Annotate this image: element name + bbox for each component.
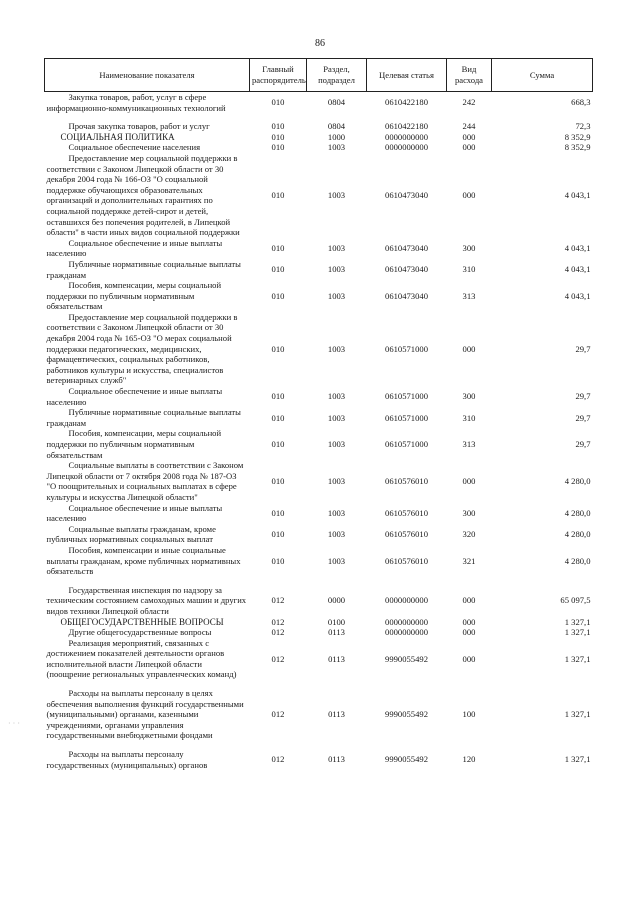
table-row xyxy=(45,280,593,312)
row-target-code: 0610571000 xyxy=(385,439,428,449)
row-name: Реализация мероприятий, связанных с достижением показателей деятельности органов исполнительной власти Липецкой области (поощрение региональных управленческих команд) xyxy=(46,637,237,680)
row-amount: 29,7 xyxy=(575,391,591,402)
row-manager-code: 010 xyxy=(271,264,285,275)
row-manager-code: 010 xyxy=(271,131,285,142)
row-expense-type: 300 xyxy=(462,507,476,518)
header-manager: Главный распорядитель xyxy=(250,59,307,92)
row-section-code: 1003 xyxy=(327,264,346,275)
row-expense-type: 320 xyxy=(462,529,476,540)
row-name: Закупка товаров, работ, услуг в сфере информационно-коммуникационных технологий xyxy=(46,92,226,113)
row-target-code: 0610576010 xyxy=(385,476,428,487)
row-section-code: 1003 xyxy=(327,343,346,354)
scan-smudge: · · · xyxy=(8,719,20,728)
row-expense-type: 300 xyxy=(462,243,476,254)
table-row xyxy=(45,545,593,577)
row-manager-code: 010 xyxy=(271,476,285,487)
row-manager-code: 010 xyxy=(271,243,285,254)
row-amount: 29,7 xyxy=(575,343,591,354)
row-name: СОЦИАЛЬНАЯ ПОЛИТИКА xyxy=(60,131,175,142)
row-manager-code: 010 xyxy=(271,412,285,423)
row-amount: 1 327,1 xyxy=(564,709,591,720)
row-expense-type: 000 xyxy=(462,627,476,638)
table-row xyxy=(45,524,593,545)
row-manager-code: 010 xyxy=(271,529,285,540)
row-section-code: 1003 xyxy=(327,476,346,487)
row-section-code: 1003 xyxy=(327,529,346,540)
row-expense-type: 000 xyxy=(462,131,476,142)
header-section: Раздел, подраздел xyxy=(307,59,367,92)
row-section-code: 0113 xyxy=(328,653,345,664)
row-spacer-cell xyxy=(45,113,593,121)
row-section-code: 1003 xyxy=(327,439,346,449)
table-row xyxy=(45,585,593,617)
row-section-code: 1003 xyxy=(327,142,346,153)
row-spacer xyxy=(45,577,593,585)
row-section-code: 1003 xyxy=(327,243,346,254)
row-target-code: 0000000000 xyxy=(385,595,428,606)
table-row xyxy=(45,617,593,628)
row-spacer-cell xyxy=(45,577,593,585)
row-expense-type: 313 xyxy=(462,439,476,449)
table-row xyxy=(45,503,593,524)
row-manager-code: 010 xyxy=(271,190,285,201)
row-spacer-cell xyxy=(45,680,593,688)
row-manager-code: 010 xyxy=(271,439,285,449)
row-manager-code: 012 xyxy=(271,627,285,638)
row-target-code: 0000000000 xyxy=(385,142,428,153)
row-expense-type: 120 xyxy=(462,754,476,765)
row-amount: 1 327,1 xyxy=(564,754,591,765)
row-amount: 8 352,9 xyxy=(564,142,591,153)
row-name: Социальные выплаты в соответствии с Законом Липецкой области от 7 октября 2008 года № 187-ОЗ "О поощрительных и социальных выплатах в сфере культуры и искусства Липецкой области" xyxy=(46,460,244,502)
row-target-code: 9990055492 xyxy=(385,754,428,765)
row-manager-code: 012 xyxy=(271,709,285,720)
table-row xyxy=(45,153,593,238)
row-amount: 4 043,1 xyxy=(564,290,591,301)
row-name: Социальное обеспечение и иные выплаты населению xyxy=(46,386,223,407)
table-row xyxy=(45,92,593,114)
row-amount: 668,3 xyxy=(571,97,591,108)
row-target-code: 0610473040 xyxy=(385,264,428,275)
row-section-code: 1003 xyxy=(327,290,346,301)
row-name: Публичные нормативные социальные выплаты гражданам xyxy=(46,407,241,428)
row-name: Пособия, компенсации, меры социальной поддержки по публичным нормативным обязательствам xyxy=(46,428,222,460)
row-spacer xyxy=(45,680,593,688)
row-section-code: 1003 xyxy=(327,190,346,201)
row-amount: 1 327,1 xyxy=(564,627,591,638)
row-target-code: 0000000000 xyxy=(385,627,428,638)
row-amount: 4 280,0 xyxy=(564,529,591,540)
row-expense-type: 242 xyxy=(462,97,476,108)
row-target-code: 0610473040 xyxy=(385,290,428,301)
row-manager-code: 010 xyxy=(271,343,285,354)
row-expense-type: 000 xyxy=(462,595,476,606)
row-target-code: 0610576010 xyxy=(385,529,428,540)
row-manager-code: 010 xyxy=(271,121,285,132)
row-expense-type: 100 xyxy=(462,709,476,720)
table-body xyxy=(45,92,593,771)
row-name: Государственная инспекция по надзору за техническим состоянием самоходных машин и других видов техники Липецкой области xyxy=(46,584,247,616)
row-target-code: 0610473040 xyxy=(385,190,428,201)
row-section-code: 0804 xyxy=(327,121,346,132)
row-expense-type: 000 xyxy=(462,142,476,153)
table-row xyxy=(45,407,593,428)
row-name: Предоставление мер социальной поддержки в соответствии с Законом Липецкой области от 30 декабря 2004 года № 165-ОЗ "О мерах социальной поддержки педагогических, медицинских, фармацевтических, социальных работников, работников культуры и искусства, специалистов ветеринарных служб" xyxy=(46,311,238,386)
table-row xyxy=(45,386,593,407)
row-manager-code: 012 xyxy=(271,653,285,664)
table-row xyxy=(45,627,593,638)
row-amount: 1 327,1 xyxy=(564,616,591,627)
row-name: Пособия, компенсации и иные социальные выплаты гражданам, кроме публичных нормативных обязательств xyxy=(46,544,241,577)
row-section-code: 0804 xyxy=(327,97,346,108)
row-section-code: 1003 xyxy=(327,391,346,402)
row-name: Расходы на выплаты персоналу государственных (муниципальных) органов xyxy=(46,749,208,770)
table-row xyxy=(45,142,593,153)
row-target-code: 0610571000 xyxy=(385,391,428,402)
row-section-code: 1003 xyxy=(327,507,346,518)
row-spacer xyxy=(45,113,593,121)
table-row xyxy=(45,259,593,280)
row-manager-code: 012 xyxy=(271,616,285,627)
row-manager-code: 010 xyxy=(271,507,285,518)
row-name: Социальное обеспечение населения xyxy=(68,142,201,153)
row-manager-code: 012 xyxy=(271,754,285,765)
row-amount: 1 327,1 xyxy=(564,653,591,664)
row-name: Социальное обеспечение и иные выплаты населению xyxy=(46,502,223,524)
row-name: Социальное обеспечение и иные выплаты населению xyxy=(46,237,223,259)
row-target-code: 0610576010 xyxy=(385,507,428,518)
header-target: Целевая статья xyxy=(367,59,447,92)
row-amount: 65 097,5 xyxy=(560,595,591,606)
table-row xyxy=(45,688,593,741)
row-amount: 29,7 xyxy=(575,439,591,449)
row-name: Другие общегосударственные вопросы xyxy=(68,627,212,638)
row-target-code: 0610571000 xyxy=(385,412,428,423)
row-amount: 29,7 xyxy=(575,412,591,423)
budget-table xyxy=(44,58,593,770)
row-name: Публичные нормативные социальные выплаты гражданам xyxy=(46,258,241,280)
row-name: Предоставление мер социальной поддержки в соответствии с Законом Липецкой области от 30 декабря 2004 года № 166-ОЗ "О социальной поддержке обучающихся образовательных организаций и дополнительных гарантиях по социальной поддержке детей-сирот и детей, оставшихся без попечения родителей, в Липецкой области" в части иных видов социальной поддержки xyxy=(46,152,240,238)
row-section-code: 0113 xyxy=(328,709,345,720)
row-manager-code: 010 xyxy=(271,391,285,402)
table-row xyxy=(45,121,593,132)
table-header xyxy=(45,59,593,92)
row-spacer xyxy=(45,741,593,749)
row-name: Социальные выплаты гражданам, кроме публичных нормативных социальных выплат xyxy=(46,523,216,545)
table-row xyxy=(45,238,593,259)
row-expense-type: 244 xyxy=(462,121,476,132)
header-name: Наименование показателя xyxy=(45,59,250,92)
row-amount: 4 043,1 xyxy=(564,243,591,254)
table-row xyxy=(45,749,593,770)
row-expense-type: 313 xyxy=(462,290,476,301)
row-section-code: 0113 xyxy=(328,627,345,638)
row-amount: 72,3 xyxy=(575,121,591,132)
row-target-code: 9990055492 xyxy=(385,653,428,664)
table-row xyxy=(45,428,593,460)
row-expense-type: 300 xyxy=(462,391,476,402)
row-section-code: 1003 xyxy=(327,412,346,423)
row-target-code: 9990055492 xyxy=(385,709,428,720)
row-amount: 4 280,0 xyxy=(564,555,591,566)
row-amount: 4 280,0 xyxy=(564,476,591,487)
row-target-code: 0610571000 xyxy=(385,343,428,354)
row-spacer-cell xyxy=(45,741,593,749)
row-amount: 8 352,9 xyxy=(564,131,591,142)
row-expense-type: 000 xyxy=(462,343,476,354)
row-expense-type: 321 xyxy=(462,555,476,566)
row-manager-code: 012 xyxy=(271,595,285,606)
row-amount: 4 280,0 xyxy=(564,507,591,518)
row-expense-type: 000 xyxy=(462,616,476,627)
row-name: ОБЩЕГОСУДАРСТВЕННЫЕ ВОПРОСЫ xyxy=(60,616,224,627)
row-name: Прочая закупка товаров, работ и услуг xyxy=(68,121,210,132)
header-expense-type: Вид расхода xyxy=(447,59,492,92)
row-section-code: 1003 xyxy=(327,555,346,566)
table-row xyxy=(45,460,593,502)
table-row xyxy=(45,638,593,680)
row-manager-code: 010 xyxy=(271,555,285,566)
table-row xyxy=(45,132,593,143)
header-amount: Сумма xyxy=(492,59,593,92)
row-expense-type: 000 xyxy=(462,190,476,201)
row-manager-code: 010 xyxy=(271,97,285,108)
row-expense-type: 000 xyxy=(462,653,476,664)
row-section-code: 0113 xyxy=(328,754,345,765)
row-section-code: 0000 xyxy=(327,595,346,606)
row-section-code: 1000 xyxy=(327,131,346,142)
row-expense-type: 000 xyxy=(462,476,476,487)
row-target-code: 0610473040 xyxy=(385,243,428,254)
row-manager-code: 010 xyxy=(271,290,285,301)
row-name: Пособия, компенсации, меры социальной поддержки по публичным нормативным обязательствам xyxy=(46,280,222,312)
row-expense-type: 310 xyxy=(462,264,476,275)
row-expense-type: 310 xyxy=(462,412,476,423)
row-target-code: 0000000000 xyxy=(385,131,428,142)
row-section-code: 0100 xyxy=(327,616,346,627)
row-manager-code: 010 xyxy=(271,142,285,153)
row-target-code: 0610576010 xyxy=(385,555,428,566)
row-target-code: 0610422180 xyxy=(385,121,428,132)
row-target-code: 0000000000 xyxy=(385,616,428,627)
row-name: Расходы на выплаты персоналу в целях обеспечения выполнения функций государственными (муниципальными) органами, казенными учреждениями, органами управления государственными внебюджетными фондами xyxy=(46,688,244,741)
table-row xyxy=(45,312,593,386)
row-amount: 4 043,1 xyxy=(564,264,591,275)
row-target-code: 0610422180 xyxy=(385,97,428,108)
page-number: 86 xyxy=(315,38,325,49)
row-amount: 4 043,1 xyxy=(564,190,591,201)
